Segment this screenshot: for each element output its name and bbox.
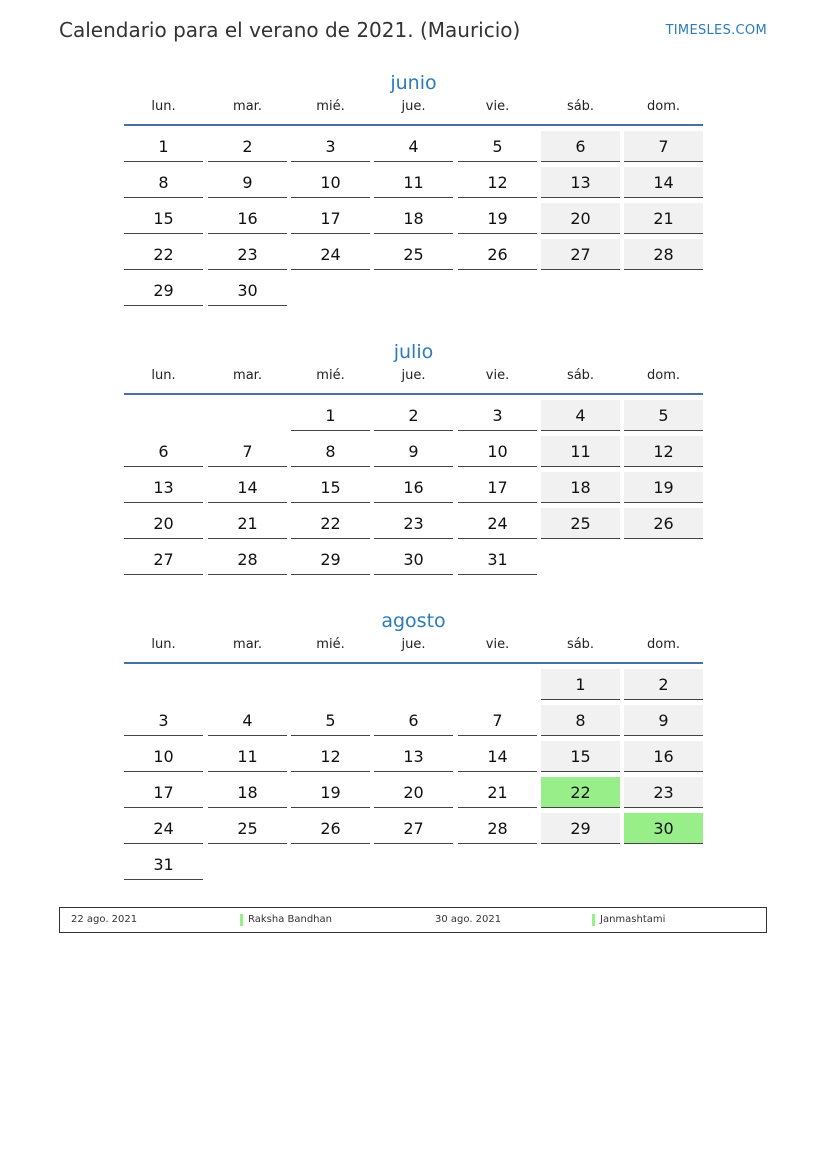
page-title: Calendario para el verano de 2021. (Mauricio) <box>59 18 521 42</box>
day-cell: 2 <box>624 669 703 700</box>
header-divider <box>124 124 703 126</box>
day-cell: 20 <box>124 508 203 539</box>
day-cell: 26 <box>624 508 703 539</box>
day-cell: 25 <box>541 508 620 539</box>
day-cell: 3 <box>458 400 537 431</box>
day-cell: 8 <box>291 436 370 467</box>
day-cell: 3 <box>124 705 203 736</box>
day-cell: 4 <box>208 705 287 736</box>
day-cell: 9 <box>208 167 287 198</box>
day-cell: 11 <box>374 167 453 198</box>
weekday-label: sáb. <box>566 99 595 114</box>
day-cell: 25 <box>208 813 287 844</box>
day-cell: 18 <box>541 472 620 503</box>
day-cell: 30 <box>374 544 453 575</box>
weekday-label: mar. <box>233 99 262 114</box>
day-cell: 27 <box>124 544 203 575</box>
day-cell: 26 <box>291 813 370 844</box>
day-cell: 16 <box>624 741 703 772</box>
weekday-header-row <box>124 635 703 655</box>
day-cell: 21 <box>458 777 537 808</box>
month-title: julio <box>393 341 434 363</box>
weekday-label: mié. <box>316 99 345 114</box>
weekday-header-row <box>124 366 703 386</box>
day-cell: 21 <box>624 203 703 234</box>
day-cell: 2 <box>374 400 453 431</box>
weekday-label: dom. <box>646 637 680 652</box>
day-cell: 14 <box>458 741 537 772</box>
day-cell: 17 <box>458 472 537 503</box>
legend-date: 30 ago. 2021 <box>435 914 502 925</box>
day-cell: 8 <box>124 167 203 198</box>
day-cell: 7 <box>624 131 703 162</box>
legend-date: 22 ago. 2021 <box>71 914 138 925</box>
day-cell: 5 <box>291 705 370 736</box>
day-cell: 22 <box>291 508 370 539</box>
header-divider <box>124 662 703 664</box>
day-cell: 9 <box>374 436 453 467</box>
day-cell: 19 <box>624 472 703 503</box>
day-cell: 18 <box>374 203 453 234</box>
day-cell: 12 <box>624 436 703 467</box>
day-cell: 28 <box>208 544 287 575</box>
header-divider <box>124 393 703 395</box>
holiday-marker <box>240 914 243 926</box>
holiday-legend <box>59 907 767 933</box>
day-cell: 24 <box>291 239 370 270</box>
weekday-label: lun. <box>151 637 176 652</box>
weekday-label: mar. <box>233 368 262 383</box>
day-cell: 23 <box>374 508 453 539</box>
day-cell: 13 <box>124 472 203 503</box>
day-cell: 6 <box>541 131 620 162</box>
weekday-label: jue. <box>401 637 426 652</box>
day-cell: 4 <box>541 400 620 431</box>
day-cell: 15 <box>124 203 203 234</box>
weekday-label: dom. <box>646 99 680 114</box>
weekday-label: vie. <box>485 637 510 652</box>
day-cell: 5 <box>458 131 537 162</box>
day-cell: 24 <box>458 508 537 539</box>
day-cell: 2 <box>208 131 287 162</box>
holiday-day-cell: 30 <box>624 813 703 844</box>
day-cell: 26 <box>458 239 537 270</box>
day-cell: 6 <box>124 436 203 467</box>
day-cell: 16 <box>208 203 287 234</box>
day-cell: 22 <box>124 239 203 270</box>
day-cell: 10 <box>458 436 537 467</box>
day-cell: 28 <box>624 239 703 270</box>
weekday-label: sáb. <box>566 368 595 383</box>
day-cell: 1 <box>541 669 620 700</box>
weekday-label: dom. <box>646 368 680 383</box>
day-cell: 29 <box>291 544 370 575</box>
day-cell: 31 <box>458 544 537 575</box>
weekday-label: mié. <box>316 637 345 652</box>
weekday-label: mar. <box>233 637 262 652</box>
holiday-day-cell: 22 <box>541 777 620 808</box>
day-cell: 10 <box>291 167 370 198</box>
weekday-label: jue. <box>401 368 426 383</box>
day-cell: 11 <box>541 436 620 467</box>
weekday-label: lun. <box>151 99 176 114</box>
holiday-marker <box>592 914 595 926</box>
day-cell: 18 <box>208 777 287 808</box>
day-cell: 27 <box>541 239 620 270</box>
legend-holiday-name: Janmashtami <box>600 914 666 925</box>
weekday-label: vie. <box>485 99 510 114</box>
month-title: junio <box>390 72 437 94</box>
day-cell: 17 <box>291 203 370 234</box>
weekday-label: mié. <box>316 368 345 383</box>
day-cell: 29 <box>541 813 620 844</box>
day-cell: 1 <box>124 131 203 162</box>
day-cell: 7 <box>458 705 537 736</box>
weekday-label: lun. <box>151 368 176 383</box>
weekday-header-row <box>124 97 703 117</box>
day-cell: 31 <box>124 849 203 880</box>
day-cell: 23 <box>208 239 287 270</box>
day-cell: 9 <box>624 705 703 736</box>
day-cell: 19 <box>291 777 370 808</box>
day-cell: 4 <box>374 131 453 162</box>
day-cell: 1 <box>291 400 370 431</box>
day-cell: 15 <box>291 472 370 503</box>
day-cell: 20 <box>541 203 620 234</box>
day-cell: 3 <box>291 131 370 162</box>
day-cell: 12 <box>458 167 537 198</box>
day-cell: 13 <box>374 741 453 772</box>
day-cell: 8 <box>541 705 620 736</box>
day-cell: 21 <box>208 508 287 539</box>
day-cell: 5 <box>624 400 703 431</box>
weekday-label: jue. <box>401 99 426 114</box>
day-cell: 25 <box>374 239 453 270</box>
day-cell: 11 <box>208 741 287 772</box>
day-cell: 14 <box>208 472 287 503</box>
day-cell: 10 <box>124 741 203 772</box>
day-cell: 16 <box>374 472 453 503</box>
day-cell: 23 <box>624 777 703 808</box>
day-cell: 6 <box>374 705 453 736</box>
day-cell: 7 <box>208 436 287 467</box>
day-cell: 15 <box>541 741 620 772</box>
page-header <box>59 18 767 48</box>
day-cell: 27 <box>374 813 453 844</box>
brand-link[interactable]: TIMESLES.COM <box>665 23 767 38</box>
day-cell: 28 <box>458 813 537 844</box>
day-cell: 24 <box>124 813 203 844</box>
day-cell: 12 <box>291 741 370 772</box>
day-cell: 19 <box>458 203 537 234</box>
weekday-label: vie. <box>485 368 510 383</box>
day-cell: 13 <box>541 167 620 198</box>
month-title: agosto <box>381 610 446 632</box>
day-cell: 30 <box>208 275 287 306</box>
day-cell: 17 <box>124 777 203 808</box>
day-cell: 14 <box>624 167 703 198</box>
legend-holiday-name: Raksha Bandhan <box>248 914 332 925</box>
day-cell: 29 <box>124 275 203 306</box>
weekday-label: sáb. <box>566 637 595 652</box>
day-cell: 20 <box>374 777 453 808</box>
